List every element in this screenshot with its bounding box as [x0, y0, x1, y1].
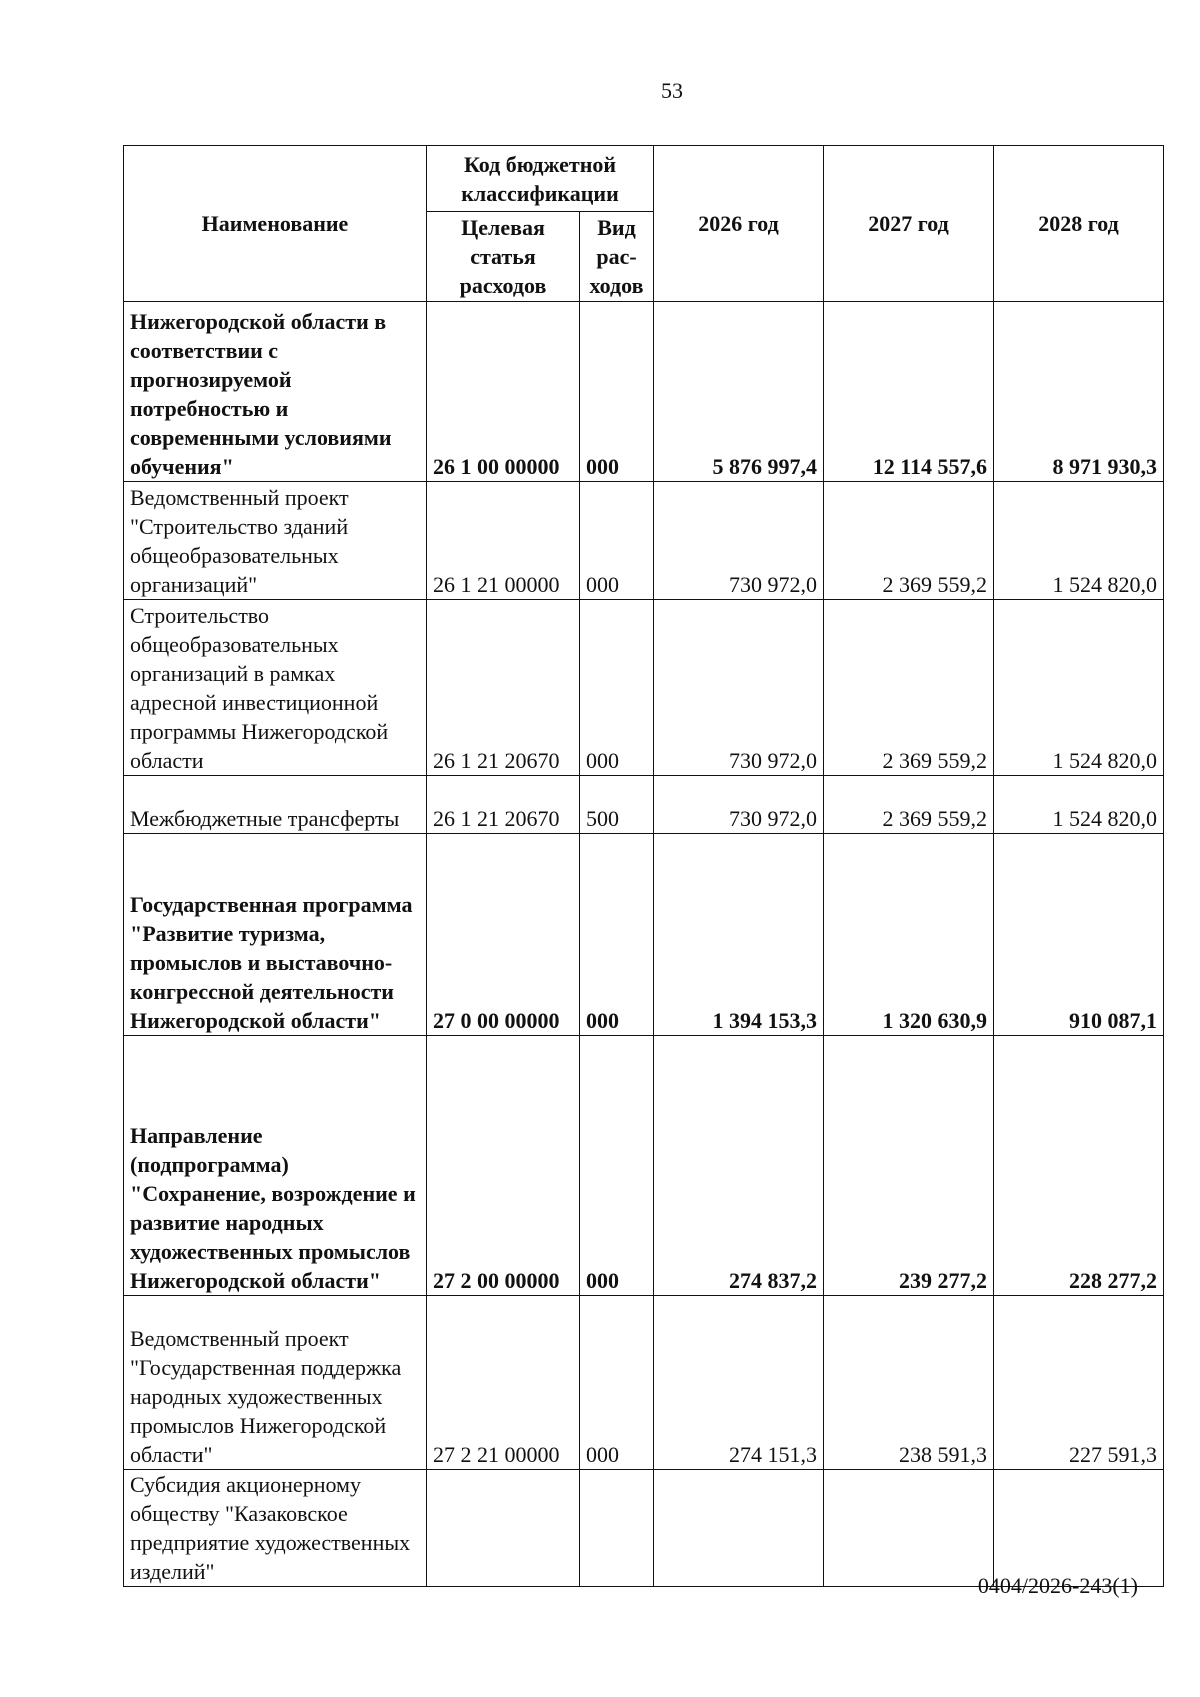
row-value-2028: 1 524 820,0 [994, 482, 1164, 600]
budget-table [123, 145, 1164, 1587]
row-name: Строительство общеобразовательных организаций в рамках адресной инвестиционной программы Нижегородской области [124, 600, 427, 776]
row-value-2028: 227 591,3 [994, 1296, 1164, 1470]
table-row [124, 776, 1164, 834]
row-expense-type: 000 [580, 600, 654, 776]
table-header [124, 146, 1164, 302]
row-name: Государственная программа "Развитие туризма, промыслов и выставочно-конгрессной деятельности Нижегородской области" [124, 834, 427, 1036]
row-name: Межбюджетные трансферты [124, 776, 427, 834]
row-value-2027: 2 369 559,2 [824, 600, 994, 776]
row-value-2026: 730 972,0 [654, 482, 824, 600]
row-name: Ведомственный проект "Государственная поддержка народных художественных промыслов Нижегородской области" [124, 1296, 427, 1470]
row-expense-type: 000 [580, 482, 654, 600]
row-value-2028: 910 087,1 [994, 834, 1164, 1036]
row-expense-type [580, 1470, 654, 1587]
header-kbk: Код бюджетной классификации [427, 146, 654, 212]
header-2026: 2026 год [654, 146, 824, 302]
row-value-2026: 730 972,0 [654, 776, 824, 834]
row-target-article: 26 1 21 20670 [427, 600, 580, 776]
table-row [124, 1296, 1164, 1470]
row-value-2027: 238 591,3 [824, 1296, 994, 1470]
row-target-article: 27 2 21 00000 [427, 1296, 580, 1470]
row-value-2027: 1 320 630,9 [824, 834, 994, 1036]
table-row [124, 1036, 1164, 1296]
row-value-2026 [654, 1470, 824, 1587]
row-value-2026: 730 972,0 [654, 600, 824, 776]
row-value-2028: 228 277,2 [994, 1036, 1164, 1296]
row-name: Субсидия акционерному обществу "Казаковское предприятие художественных изделий" [124, 1470, 427, 1587]
row-value-2026: 274 837,2 [654, 1036, 824, 1296]
header-name: Наименование [124, 146, 427, 302]
header-expense-type: Вид рас-ходов [580, 212, 654, 302]
table-row [124, 1470, 1164, 1587]
row-expense-type: 500 [580, 776, 654, 834]
row-target-article: 26 1 21 00000 [427, 482, 580, 600]
header-2028: 2028 год [994, 146, 1164, 302]
row-target-article [427, 1470, 580, 1587]
row-name: Направление (подпрограмма) "Сохранение, возрождение и развитие народных художественных промыслов Нижегородской области" [124, 1036, 427, 1296]
row-expense-type: 000 [580, 302, 654, 482]
table-row [124, 600, 1164, 776]
table-body [124, 302, 1164, 1587]
row-name: Нижегородской области в соответствии с прогнозируемой потребностью и современными условиями обучения" [124, 302, 427, 482]
row-value-2027: 12 114 557,6 [824, 302, 994, 482]
row-expense-type: 000 [580, 834, 654, 1036]
row-target-article: 26 1 00 00000 [427, 302, 580, 482]
header-2027: 2027 год [824, 146, 994, 302]
row-value-2026: 274 151,3 [654, 1296, 824, 1470]
row-expense-type: 000 [580, 1036, 654, 1296]
table-row [124, 302, 1164, 482]
row-value-2028: 1 524 820,0 [994, 600, 1164, 776]
row-value-2027: 2 369 559,2 [824, 776, 994, 834]
table-row [124, 482, 1164, 600]
page-number: 53 [661, 78, 683, 103]
row-value-2026: 1 394 153,3 [654, 834, 824, 1036]
row-target-article: 26 1 21 20670 [427, 776, 580, 834]
row-target-article: 27 0 00 00000 [427, 834, 580, 1036]
row-name: Ведомственный проект "Строительство зданий общеобразовательных организаций" [124, 482, 427, 600]
row-expense-type: 000 [580, 1296, 654, 1470]
document-code: 0404/2026-243(1) [977, 1573, 1138, 1598]
row-value-2028: 8 971 930,3 [994, 302, 1164, 482]
table-row [124, 834, 1164, 1036]
row-value-2027 [824, 1470, 994, 1587]
row-value-2026: 5 876 997,4 [654, 302, 824, 482]
row-value-2027: 239 277,2 [824, 1036, 994, 1296]
header-target-article: Целевая статья расходов [427, 212, 580, 302]
row-value-2028 [994, 1470, 1164, 1587]
row-value-2028: 1 524 820,0 [994, 776, 1164, 834]
row-target-article: 27 2 00 00000 [427, 1036, 580, 1296]
row-value-2027: 2 369 559,2 [824, 482, 994, 600]
